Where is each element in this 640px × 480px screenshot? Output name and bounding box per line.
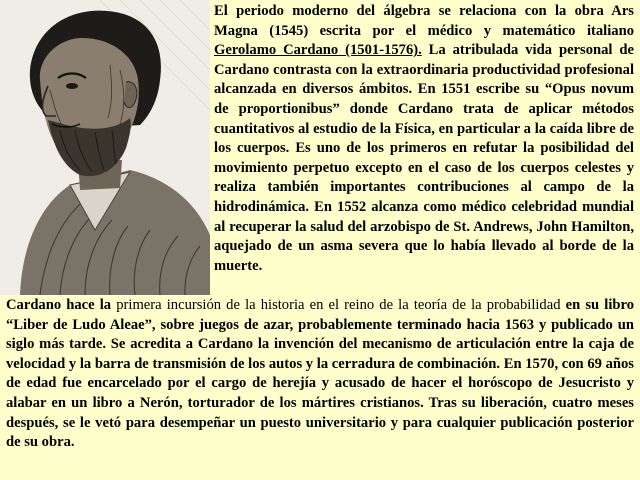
cardano-portrait (0, 0, 210, 295)
continuation-part1: Cardano hace la (6, 297, 112, 313)
intro-body: La atribulada vida personal de Cardano contrasta con la extraordinaria productividad profesional alcanzada en diversos ámbitos. En 1551 escribe su “Opus novum de proportionibus” donde Cardano trata de aplicar métodos cuantitativos al estudio de la Física, en particular a la caída libre de los cuerpos. Es uno de los primeros en refutar la posibilidad del movimiento perpetuo excepto en el caso de los cuerpos celestes y realiza también importantes contribuciones al campo de la hidrodinámica. En 1552 alcanza como médico celebridad mundial al recuperar la salud del arzobispo de St. Andrews, John Hamilton, aquejado de un asma severa que lo había llevado al borde de la muerte. (214, 42, 634, 274)
continuation-paragraph (6, 296, 634, 453)
intro-paragraph (214, 2, 634, 276)
intro-lead: El periodo moderno del álgebra se relaciona con la obra Ars Magna (1545) escrita por el médico y matemático italiano (214, 3, 634, 39)
continuation-part3: en su libro “Liber de Ludo Aleae”, sobre juegos de azar, probablemente terminado hacia 1563 y publicado un siglo más tarde. Se acredita a Cardano la invención del mecanismo de articulación entre la caja de velocidad y la barra de transmisión de los autos y la cerradura de combinación. En 1570, con 69 años de edad fue encarcelado por el cargo de herejía y acusado de hacer el horóscopo de Jesucristo y alabar en un libro a Nerón, torturador de los mártires cristianos. Tras su liberación, cuatro meses después, se le vetó para desempeñar un puesto universitario y para cualquier publicación posterior de su obra. (6, 297, 634, 451)
cardano-name-link[interactable]: Gerolamo Cardano (1501-1576). (214, 42, 422, 59)
portrait-engraving (0, 0, 210, 295)
probability-phrase: primera incursión de la historia en el reino de la teoría de la probabilidad (111, 297, 561, 313)
